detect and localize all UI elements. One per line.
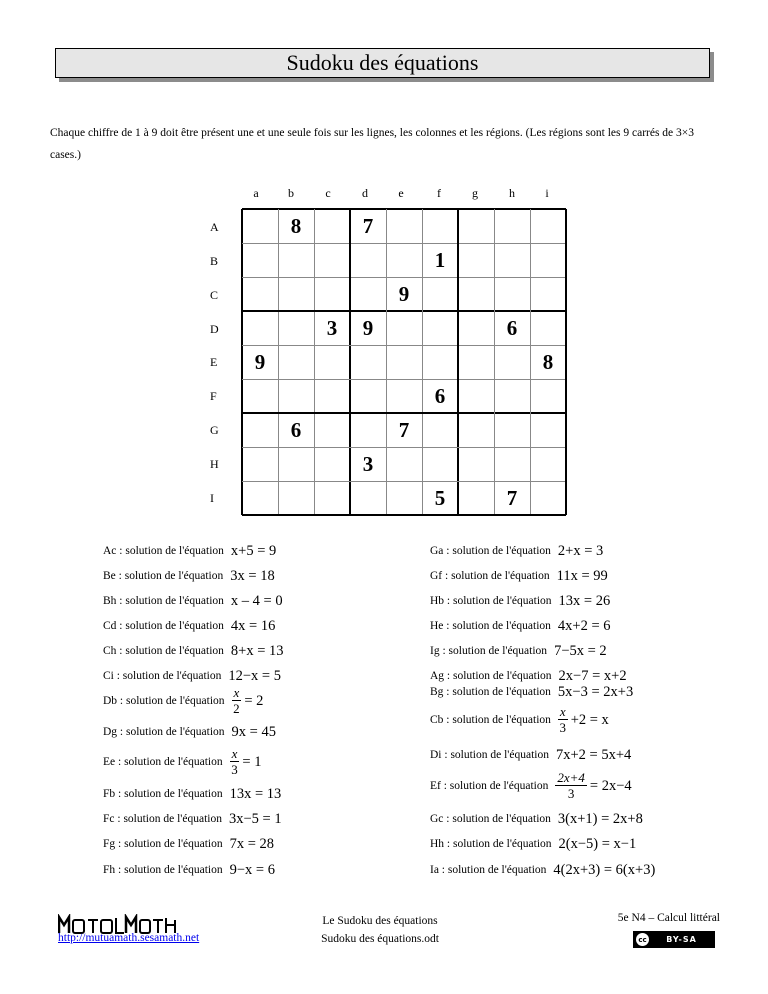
license-text: BY-SA bbox=[666, 935, 697, 944]
grid-cell-Ee[interactable] bbox=[386, 345, 422, 379]
fraction-denominator: 2 bbox=[233, 701, 240, 716]
grid-cell-Hi[interactable] bbox=[530, 447, 566, 481]
equation-row bbox=[430, 772, 632, 800]
column-label-a: a bbox=[253, 186, 259, 200]
grid-cell-Ec[interactable] bbox=[314, 345, 350, 379]
grid-cell-Ae[interactable] bbox=[386, 209, 422, 243]
equation-text: 7x = 28 bbox=[229, 835, 275, 852]
equation-label: Ia : solution de l'équation bbox=[430, 864, 547, 876]
equation-row bbox=[430, 587, 610, 615]
column-label-c: c bbox=[325, 186, 331, 200]
column-label-h: h bbox=[509, 186, 515, 200]
equation-math bbox=[553, 862, 655, 879]
equation-math bbox=[231, 543, 276, 560]
equation-row bbox=[103, 830, 274, 858]
equation-label: Bh : solution de l'équation bbox=[103, 595, 224, 607]
grid-cell-Ge[interactable]: 7 bbox=[398, 417, 410, 442]
grid-cell-Cc[interactable] bbox=[314, 277, 350, 311]
equation-rest: = 2x−4 bbox=[589, 777, 632, 794]
equation-math bbox=[558, 811, 643, 828]
equation-label: Gc : solution de l'équation bbox=[430, 813, 551, 825]
grid-cell-Ga[interactable] bbox=[242, 413, 278, 447]
grid-cell-Fc[interactable] bbox=[314, 379, 350, 413]
grid-cell-Hb[interactable] bbox=[278, 447, 314, 481]
row-label-A: A bbox=[210, 220, 219, 234]
fraction bbox=[230, 747, 240, 777]
grid-cell-Hg[interactable] bbox=[458, 447, 494, 481]
equation-text: 13x = 26 bbox=[558, 592, 611, 609]
equation-row bbox=[430, 612, 611, 640]
grid-cell-Ad[interactable]: 7 bbox=[362, 213, 374, 238]
equation-text: 2x−7 = x+2 bbox=[558, 667, 627, 684]
grid-cell-Aa[interactable] bbox=[242, 209, 278, 243]
footer-center bbox=[300, 912, 460, 948]
grid-cell-Fg[interactable] bbox=[458, 379, 494, 413]
equation-math bbox=[558, 618, 611, 635]
equation-text: x – 4 = 0 bbox=[230, 592, 283, 609]
grid-cell-Hc[interactable] bbox=[314, 447, 350, 481]
grid-cell-Fb[interactable] bbox=[278, 379, 314, 413]
column-label-g: g bbox=[472, 186, 478, 200]
column-label-d: d bbox=[362, 186, 368, 200]
grid-cell-Dd[interactable]: 9 bbox=[362, 315, 374, 340]
grid-cell-Ef[interactable] bbox=[422, 345, 458, 379]
equation-rest: = 2 bbox=[244, 692, 264, 709]
grid-cell-Bf[interactable]: 1 bbox=[434, 247, 446, 272]
equation-label: Hh : solution de l'équation bbox=[430, 838, 552, 850]
equation-text: 11x = 99 bbox=[556, 567, 608, 584]
equation-rest: = 1 bbox=[242, 753, 262, 770]
equation-math bbox=[228, 668, 281, 685]
equation-text: 9−x = 6 bbox=[229, 861, 275, 878]
equation-text: 3x−5 = 1 bbox=[228, 810, 282, 827]
grid-cell-Ch[interactable] bbox=[494, 277, 530, 311]
equation-math bbox=[230, 747, 262, 777]
grid-cell-Hf[interactable] bbox=[422, 447, 458, 481]
equation-label: Fc : solution de l'équation bbox=[103, 813, 222, 825]
equation-row bbox=[430, 830, 636, 858]
equation-label: Fh : solution de l'équation bbox=[103, 864, 223, 876]
equation-math bbox=[556, 747, 631, 764]
equation-row bbox=[103, 612, 275, 640]
equation-row bbox=[430, 537, 603, 565]
equation-text: 4(2x+3) = 6(x+3) bbox=[553, 861, 656, 878]
grid-cell-Di[interactable] bbox=[530, 311, 566, 345]
equation-row bbox=[430, 856, 655, 884]
equation-label: Ac : solution de l'équation bbox=[103, 545, 224, 557]
grid-cell-Ii[interactable] bbox=[530, 481, 566, 515]
grid-cell-He[interactable] bbox=[386, 447, 422, 481]
grid-cell-Hd[interactable]: 3 bbox=[362, 451, 374, 476]
equation-math bbox=[230, 862, 275, 879]
equation-text: 4x+2 = 6 bbox=[557, 617, 611, 634]
equation-row bbox=[103, 562, 275, 590]
grid-cell-Df[interactable] bbox=[422, 311, 458, 345]
fraction bbox=[232, 686, 242, 716]
equation-row bbox=[103, 687, 263, 715]
grid-cell-Id[interactable] bbox=[350, 481, 386, 515]
row-label-G: G bbox=[210, 423, 219, 437]
equation-label: Fb : solution de l'équation bbox=[103, 788, 223, 800]
grid-cell-Da[interactable] bbox=[242, 311, 278, 345]
row-label-F: F bbox=[210, 389, 217, 403]
grid-cell-Gd[interactable] bbox=[350, 413, 386, 447]
grid-cell-Gg[interactable] bbox=[458, 413, 494, 447]
equation-row bbox=[430, 562, 608, 590]
equation-math bbox=[558, 705, 609, 735]
grid-cell-Cg[interactable] bbox=[458, 277, 494, 311]
equation-math bbox=[557, 568, 608, 585]
equation-label: Ag : solution de l'équation bbox=[430, 670, 552, 682]
cc-icon: cc bbox=[636, 933, 649, 946]
equation-row bbox=[430, 741, 631, 769]
sudoku-grid bbox=[242, 209, 566, 515]
row-label-I: I bbox=[210, 491, 214, 505]
grid-cell-Gh[interactable] bbox=[494, 413, 530, 447]
website-link[interactable]: http://mutuamath.sesamath.net bbox=[58, 932, 200, 944]
grid-cell-Gi[interactable] bbox=[530, 413, 566, 447]
equation-math bbox=[231, 593, 283, 610]
row-label-H: H bbox=[210, 457, 219, 471]
grid-cell-Fh[interactable] bbox=[494, 379, 530, 413]
grid-cell-Dc[interactable]: 3 bbox=[326, 315, 338, 340]
grid-cell-Cf[interactable] bbox=[422, 277, 458, 311]
equation-label: Dg : solution de l'équation bbox=[103, 726, 225, 738]
equation-text: 9x = 45 bbox=[231, 723, 276, 740]
column-label-i: i bbox=[545, 186, 549, 200]
equation-text: x+5 = 9 bbox=[230, 542, 277, 559]
fraction-numerator: 2x+4 bbox=[557, 770, 585, 785]
equation-row bbox=[103, 587, 283, 615]
equation-row bbox=[103, 805, 282, 833]
grid-cell-Bg[interactable] bbox=[458, 243, 494, 277]
equation-math bbox=[230, 836, 274, 853]
grid-cell-Cd[interactable] bbox=[350, 277, 386, 311]
grid-cell-Bh[interactable] bbox=[494, 243, 530, 277]
equation-math bbox=[554, 643, 607, 660]
grid-cell-Ce[interactable]: 9 bbox=[398, 281, 410, 306]
equation-label: Bg : solution de l'équation bbox=[430, 686, 551, 698]
equation-row bbox=[430, 805, 643, 833]
fraction-denominator: 3 bbox=[559, 720, 567, 735]
equation-row bbox=[103, 718, 276, 746]
equation-label: Hb : solution de l'équation bbox=[430, 595, 552, 607]
equation-row bbox=[430, 706, 609, 734]
column-label-b: b bbox=[288, 186, 294, 200]
grid-cell-Dg[interactable] bbox=[458, 311, 494, 345]
grid-cell-Be[interactable] bbox=[386, 243, 422, 277]
equation-math bbox=[230, 568, 274, 585]
equation-math bbox=[559, 836, 637, 853]
equation-text: 2(x−5) = x−1 bbox=[558, 835, 637, 852]
row-label-C: C bbox=[210, 288, 219, 302]
equation-text: 13x = 13 bbox=[229, 785, 282, 802]
equation-label: Be : solution de l'équation bbox=[103, 570, 224, 582]
grid-cell-Ac[interactable] bbox=[314, 209, 350, 243]
equation-label: Ci : solution de l'équation bbox=[103, 670, 222, 682]
equation-math bbox=[555, 771, 631, 801]
grid-cell-Ih[interactable]: 7 bbox=[506, 485, 518, 510]
grid-cell-Db[interactable] bbox=[278, 311, 314, 345]
grid-cell-If[interactable]: 5 bbox=[434, 485, 446, 510]
equation-label: He : solution de l'équation bbox=[430, 620, 551, 632]
grid-cell-Ca[interactable] bbox=[242, 277, 278, 311]
fraction-numerator: x bbox=[233, 685, 240, 700]
equation-row bbox=[103, 637, 284, 665]
grid-cell-Ib[interactable] bbox=[278, 481, 314, 515]
grid-cell-Ic[interactable] bbox=[314, 481, 350, 515]
equation-text: 3(x+1) = 2x+8 bbox=[557, 810, 643, 827]
grid-cell-Eb[interactable] bbox=[278, 345, 314, 379]
grid-cell-Fi[interactable] bbox=[530, 379, 566, 413]
fraction bbox=[555, 771, 587, 801]
equation-math bbox=[230, 786, 282, 803]
grid-cell-Eh[interactable] bbox=[494, 345, 530, 379]
equation-label: Ch : solution de l'équation bbox=[103, 645, 224, 657]
grid-cell-Ea[interactable]: 9 bbox=[254, 349, 266, 374]
grid-cell-Ed[interactable] bbox=[350, 345, 386, 379]
grid-cell-Ag[interactable] bbox=[458, 209, 494, 243]
equation-math bbox=[231, 618, 275, 635]
grid-cell-Bd[interactable] bbox=[350, 243, 386, 277]
grid-cell-Gb[interactable]: 6 bbox=[290, 417, 302, 442]
grid-cell-Bb[interactable] bbox=[278, 243, 314, 277]
grid-cell-Bc[interactable] bbox=[314, 243, 350, 277]
grid-cell-Gc[interactable] bbox=[314, 413, 350, 447]
grid-cell-Ai[interactable] bbox=[530, 209, 566, 243]
equation-math bbox=[229, 811, 282, 828]
instructions: Chaque chiffre de 1 à 9 doit être présent une et une seule fois sur les lignes, les colonnes et les régions. (Les régions sont les 9 carrés de 3×3 cases.) bbox=[50, 127, 695, 161]
equation-text: 4x = 16 bbox=[230, 617, 276, 634]
row-label-E: E bbox=[210, 355, 218, 369]
document-filename: Sudoku des équations.odt bbox=[321, 933, 439, 945]
grid-cell-Ff[interactable]: 6 bbox=[434, 383, 446, 408]
fraction-denominator: 3 bbox=[567, 786, 575, 801]
equation-math bbox=[558, 543, 603, 560]
equation-math bbox=[558, 684, 633, 701]
title-banner bbox=[55, 48, 712, 80]
grid-cell-Ab[interactable]: 8 bbox=[290, 213, 302, 238]
grid-cell-Ha[interactable] bbox=[242, 447, 278, 481]
equation-text: 12−x = 5 bbox=[228, 667, 281, 684]
grid-cell-Fa[interactable] bbox=[242, 379, 278, 413]
column-label-e: e bbox=[398, 186, 404, 200]
grid-cell-Fe[interactable] bbox=[386, 379, 422, 413]
grid-cell-Hh[interactable] bbox=[494, 447, 530, 481]
grid-cell-Ah[interactable] bbox=[494, 209, 530, 243]
grid-cell-Ci[interactable] bbox=[530, 277, 566, 311]
grid-cell-De[interactable] bbox=[386, 311, 422, 345]
grid-cell-Gf[interactable] bbox=[422, 413, 458, 447]
equation-label: Cd : solution de l'équation bbox=[103, 620, 224, 632]
equation-row bbox=[103, 780, 281, 808]
row-label-B: B bbox=[210, 254, 219, 268]
equation-row bbox=[430, 637, 607, 665]
equation-label: Ef : solution de l'équation bbox=[430, 780, 549, 792]
equation-label: Gf : solution de l'équation bbox=[430, 570, 550, 582]
grid-cell-Ba[interactable] bbox=[242, 243, 278, 277]
mutumath-logo bbox=[58, 914, 178, 934]
equation-text: 3x = 18 bbox=[230, 567, 275, 584]
equation-text: 7x+2 = 5x+4 bbox=[555, 746, 632, 763]
grid-cell-Eg[interactable] bbox=[458, 345, 494, 379]
grid-cell-Bi[interactable] bbox=[530, 243, 566, 277]
grid-cell-Ie[interactable] bbox=[386, 481, 422, 515]
equation-math bbox=[231, 643, 284, 660]
fraction-numerator: x bbox=[231, 746, 238, 761]
fraction-denominator: 3 bbox=[231, 762, 238, 777]
grid-cell-Ia[interactable] bbox=[242, 481, 278, 515]
equation-text: 2+x = 3 bbox=[557, 542, 604, 559]
page-title: Sudoku des équations bbox=[55, 48, 710, 78]
equation-math bbox=[559, 593, 611, 610]
equation-row bbox=[430, 678, 633, 706]
equation-text: 8+x = 13 bbox=[230, 642, 284, 659]
equation-math bbox=[232, 724, 276, 741]
equation-label: Ig : solution de l'équation bbox=[430, 645, 548, 657]
equation-label: Fg : solution de l'équation bbox=[103, 838, 223, 850]
equation-row bbox=[103, 537, 276, 565]
grid-cell-Fd[interactable] bbox=[350, 379, 386, 413]
grid-cell-Dh[interactable]: 6 bbox=[506, 315, 518, 340]
subject-label: 5e N4 – Calcul littéral bbox=[617, 912, 720, 924]
equation-row bbox=[103, 856, 275, 884]
equation-text: 7−5x = 2 bbox=[554, 642, 607, 659]
equation-text: 5x−3 = 2x+3 bbox=[557, 683, 634, 700]
fraction-numerator: x bbox=[559, 704, 566, 719]
equation-row bbox=[103, 748, 261, 776]
equation-rest: +2 = x bbox=[570, 711, 609, 728]
fraction bbox=[558, 705, 568, 735]
equation-label: Db : solution de l'équation bbox=[103, 695, 225, 707]
column-label-f: f bbox=[437, 186, 441, 200]
grid-cell-Ei[interactable]: 8 bbox=[542, 349, 554, 374]
equation-label: Ee : solution de l'équation bbox=[103, 756, 223, 768]
grid-cell-Ig[interactable] bbox=[458, 481, 494, 515]
row-label-D: D bbox=[210, 322, 219, 336]
cc-license-badge[interactable] bbox=[633, 931, 715, 948]
equation-label: Di : solution de l'équation bbox=[430, 749, 549, 761]
document-title: Le Sudoku des équations bbox=[322, 915, 438, 927]
equation-label: Ga : solution de l'équation bbox=[430, 545, 551, 557]
grid-cell-Cb[interactable] bbox=[278, 277, 314, 311]
equation-label: Cb : solution de l'équation bbox=[430, 714, 551, 726]
equation-math bbox=[232, 686, 264, 716]
logo-icon bbox=[58, 914, 178, 934]
grid-cell-Af[interactable] bbox=[422, 209, 458, 243]
